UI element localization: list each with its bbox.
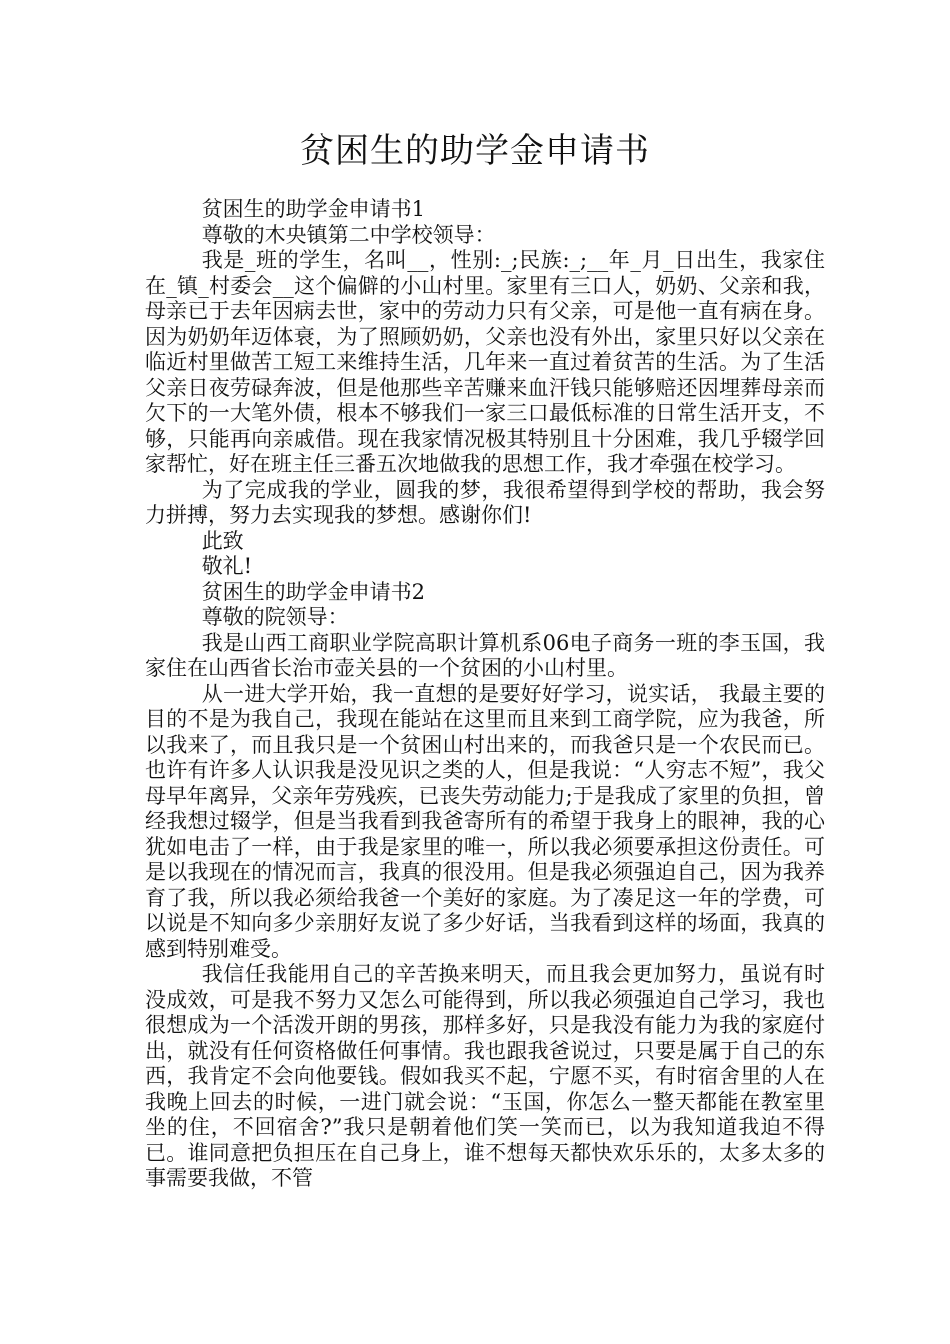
- paragraph-heading-2: 贫困生的助学金申请书2: [201, 579, 426, 604]
- paragraph-salutation-2: 尊敬的院领导：: [201, 605, 349, 629]
- document-body: [145, 197, 825, 1192]
- paragraph-body: 我是_班的学生，名叫__，性别:_;民族:_;__年_月_日出生，我家住在_镇_村委会__这个偏僻的小山村里。家里有三口人，奶奶、父亲和我，母亲已于去年因病去世，家中的劳动力只有父亲，可是他一直有病在身。因为奶奶年迈体衰，为了照顾奶奶，父亲也没有外出，家里只好以父亲在临近村里做苦工短工来维持生活，几年来一直过着贫苦的生活。为了生活父亲日夜劳碌奔波，但是他那些辛苦赚来血汗钱只能够赔还因埋葬母亲而欠下的一大笔外债，根本不够我们一家三口最低标准的日常生活开支，不够，只能再向亲戚借。现在我家情况极其特别且十分困难，我几乎辍学回家帮忙，好在班主任三番五次地做我的思想工作，我才牵强在校学习。: [145, 248, 825, 476]
- paragraph-body: 为了完成我的学业，圆我的梦，我很希望得到学校的帮助，我会努力拼搏，努力去实现我的梦想。感谢你们!: [145, 477, 825, 527]
- paragraph-closing: 此致: [201, 528, 244, 553]
- paragraph-body: 我信任我能用自己的辛苦换来明天，而且我会更加努力，虽说有时没成效，可是我不努力又怎么可能得到，所以我必须强迫自己学习，我也很想成为一个活泼开朗的男孩，那样多好，只是我没有能力为我的家庭付出，就没有任何资格做任何事情。我也跟我爸说过，只要是属于自己的东西，我肯定不会向他要钱。假如我买不起，宁愿不买，有时宿舍里的人在我晚上回去的时候，一进门就会说：“玉国，你怎么一整天都能在教室里坐的住，不回宿舍?”我只是朝着他们笑一笑而已，以为我知道我迫不得已。谁同意把负担压在自己身上，谁不想每天都快欢乐乐的，太多太多的事需要我做，不管: [145, 962, 825, 1190]
- paragraph-body: 从一进大学开始，我一直想的是要好好学习，说实话， 我最主要的目的不是为我自己，我现在能站在这里而且来到工商学院，应为我爸，所以我来了，而且我只是一个贫困山村出来的，而我爸只是一个农民而已。也许有许多人认识我是没见识之类的人，但是我说：“人穷志不短”，我父母早年离异，父亲年劳残疾，已丧失劳动能力;于是我成了家里的负担，曾经我想过辍学，但是当我看到我爸寄所有的希望于我身上的眼神，我的心犹如电击了一样，由于我是家里的唯一，所以我必须要承担这份责任。可是以我现在的情况而言，我真的很没用。但是我必须强迫自己，因为我养育了我，所以我必须给我爸一个美好的家庭。为了凑足这一年的学费，可以说是不知向多少亲朋好友说了多少好话，当我看到这样的场面，我真的感到特别难受。: [145, 681, 825, 961]
- paragraph-body: 我是山西工商职业学院高职计算机系06电子商务一班的李玉国，我家住在山西省长治市壶关县的一个贫困的小山村里。: [145, 630, 825, 680]
- paragraph-heading-1: 贫困生的助学金申请书1: [201, 197, 426, 221]
- paragraph-closing: 敬礼!: [201, 554, 253, 578]
- paragraph-salutation-1: 尊敬的木央镇第二中学校领导：: [201, 222, 496, 247]
- document-title: 贫困生的助学金申请书: [300, 131, 650, 171]
